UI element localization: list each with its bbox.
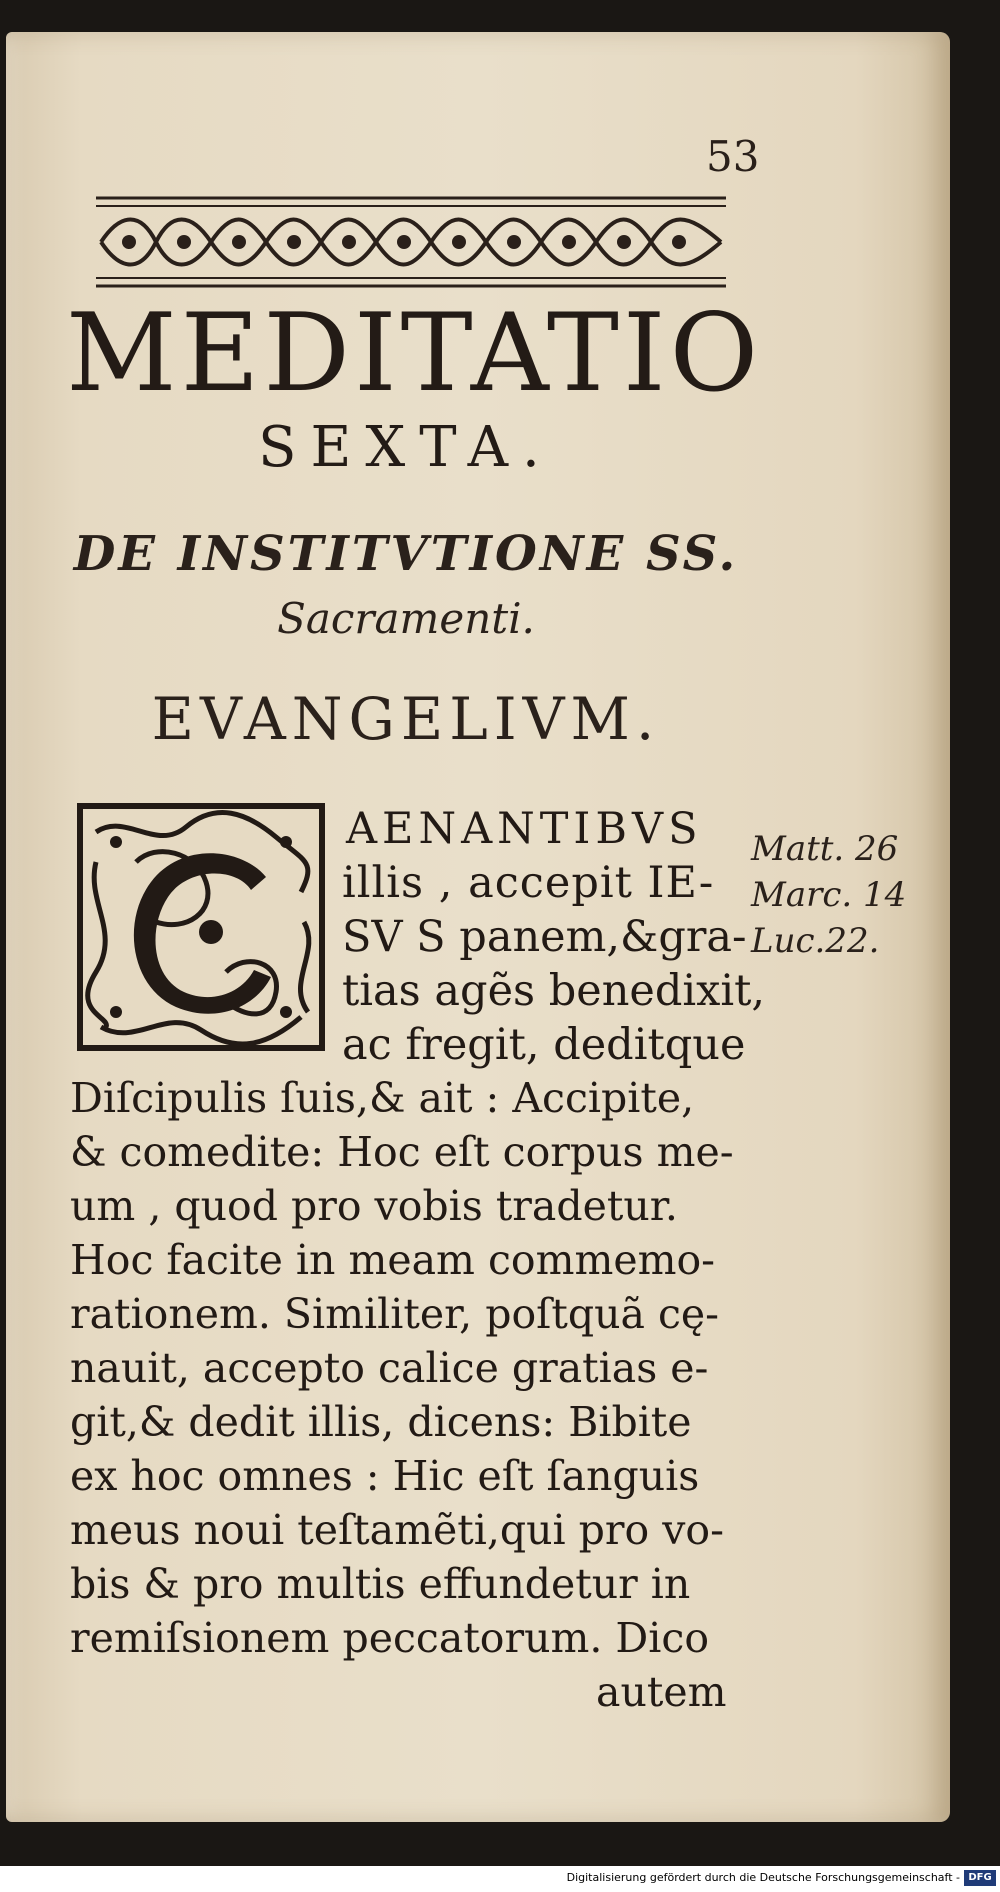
text-line: Diſcipulis ſuis,& ait : Accipite, (70, 1074, 695, 1122)
text-line: git,& dedit illis, dicens: Bibite (70, 1398, 692, 1446)
text-line: um , quod pro vobis tradetur. (70, 1182, 678, 1230)
dfg-logo-icon: DFG (964, 1870, 996, 1886)
headpiece-ornament-icon (96, 192, 726, 292)
footer-credit: Digitalisierung gefördert durch die Deutsche Forschungsgemeinschaft - (566, 1871, 960, 1884)
text-line: illis , accepit IE- (342, 858, 715, 908)
page-number: 53 (706, 132, 760, 181)
margin-note: Matt. 26 (751, 829, 899, 869)
text-line: Hoc facite in meam commemo- (70, 1236, 716, 1284)
page-subtitle: SEXTA. (258, 415, 554, 480)
text-line: nauit, accepto calice gratias e- (70, 1344, 709, 1392)
text-line: tias agẽs benedixit, (342, 966, 766, 1016)
text-line: AENANTIBVS (346, 804, 703, 854)
digitization-footer (0, 1866, 1000, 1892)
text-line: & comedite: Hoc eſt corpus me- (70, 1128, 734, 1176)
page-title: MEDITATIO (66, 291, 763, 416)
text-line: SV S panem,&gra- (342, 912, 747, 962)
margin-note: Luc.22. (751, 921, 880, 961)
decorated-initial-icon (76, 802, 326, 1052)
book-page (6, 32, 950, 1822)
text-line: ex hoc omnes : Hic eſt ſanguis (70, 1452, 700, 1500)
text-line: meus noui teſtamẽti,qui pro vo- (70, 1506, 724, 1554)
text-line: rationem. Similiter, poſtquã cę- (70, 1290, 720, 1338)
text-line: remiſsionem peccatorum. Dico (70, 1614, 710, 1662)
catchword: autem (596, 1668, 727, 1716)
text-line: ac fregit, deditque (342, 1020, 746, 1070)
gospel-heading: EVANGELIVM. (151, 685, 661, 753)
section-heading-continued: Sacramenti. (277, 594, 535, 643)
text-line: bis & pro multis effundetur in (70, 1560, 691, 1608)
section-heading: DE INSTITVTIONE SS. (73, 526, 739, 582)
margin-note: Marc. 14 (751, 875, 907, 915)
